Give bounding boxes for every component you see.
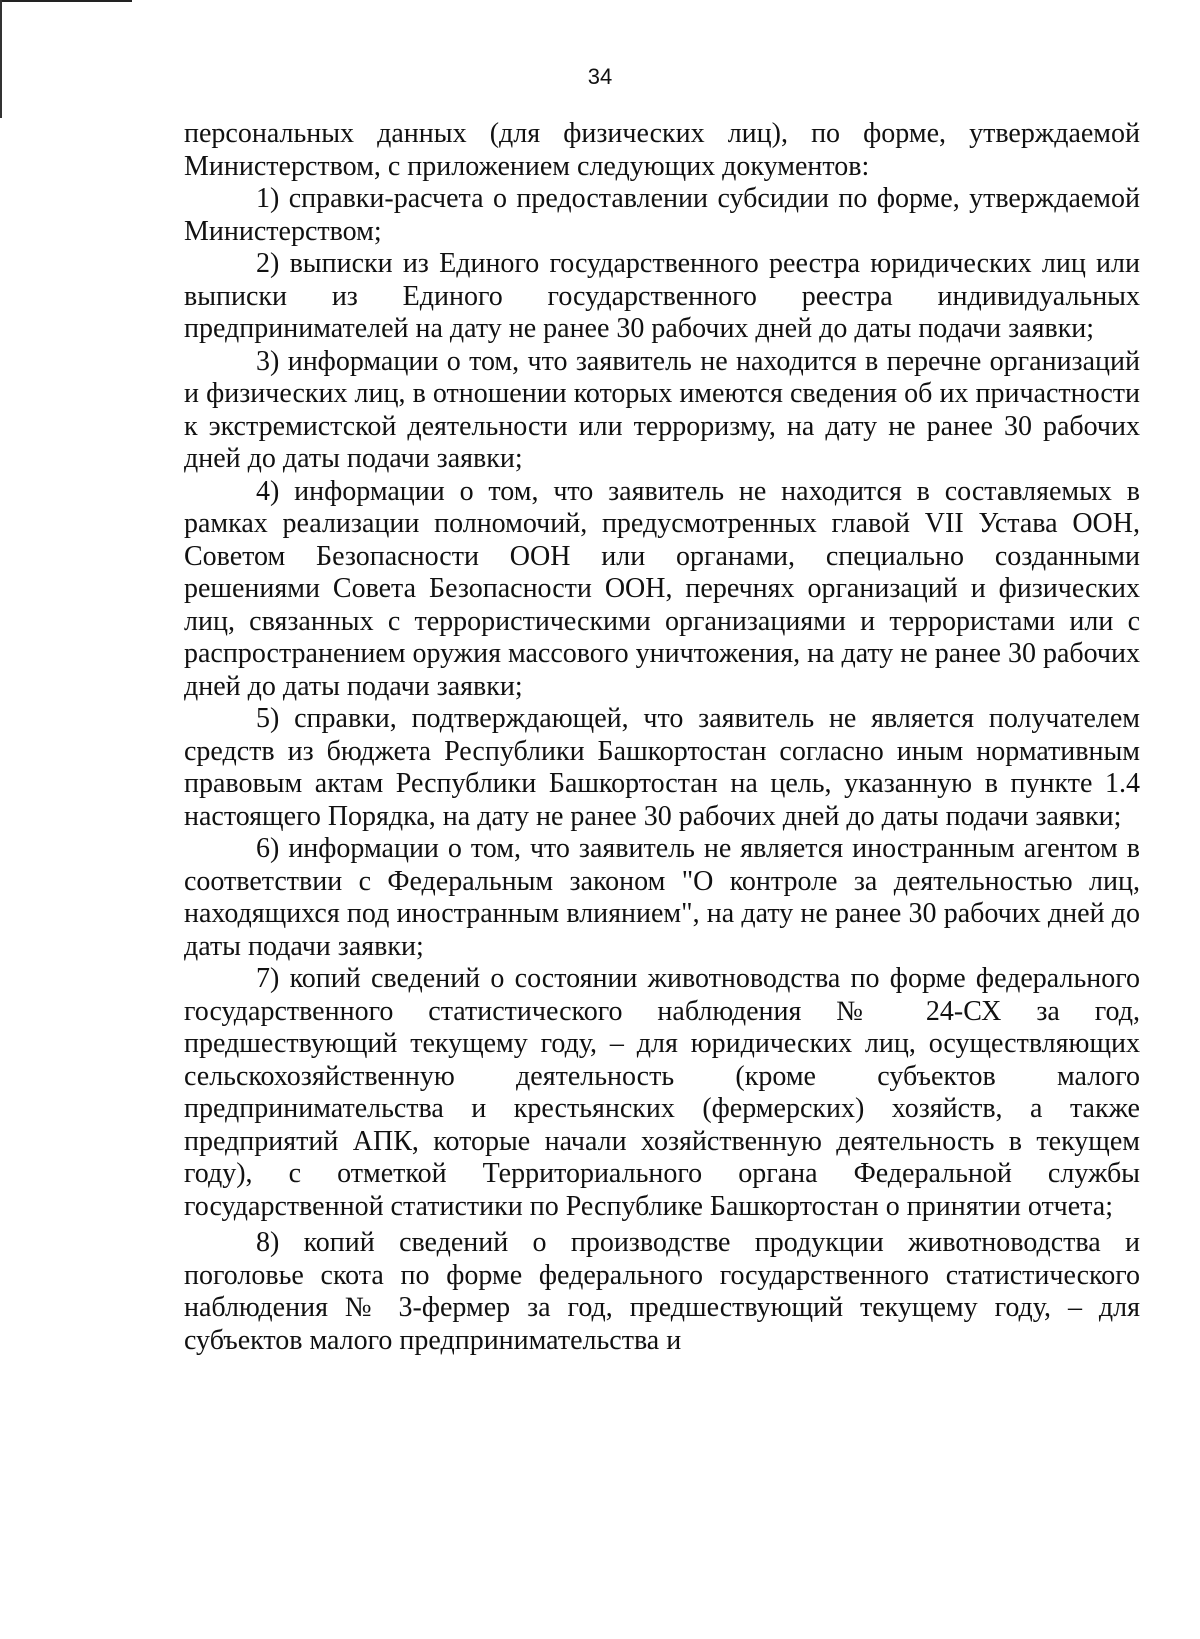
document-body — [184, 118, 1140, 1357]
list-item-8: 8) копий сведений о производстве продукции животноводства и поголовье скота по форме федерального государственного статистического наблюдения № 3-фермер за год, предшествующий текущему году, – для субъектов малого предпринимательства и — [184, 1227, 1140, 1356]
paragraph-intro-continuation: персональных данных (для физических лиц), по форме, утверждаемой Министерством, с приложением следующих документов: — [184, 118, 1140, 182]
list-item-4: 4) информации о том, что заявитель не находится в составляемых в рамках реализации полномочий, предусмотренных главой VII Устава ООН, Советом Безопасности ООН или органами, специально созданными решениями Совета Безопасности ООН, перечнях организаций и физических лиц, связанных с террористическими организациями и террористами или с распространением оружия массового уничтожения, на дату не ранее 30 рабочих дней до даты подачи заявки; — [184, 475, 1140, 702]
list-item-6: 6) информации о том, что заявитель не является иностранным агентом в соответствии с Федеральным законом "О контроле за деятельностью лиц, находящихся под иностранным влиянием", на дату не ранее 30 рабочих дней до даты подачи заявки; — [184, 833, 1140, 962]
scan-edge-mark-vertical — [0, 0, 2, 118]
list-item-5: 5) справки, подтверждающей, что заявитель не является получателем средств из бюджета Республики Башкортостан согласно иным нормативным правовым актам Республики Башкортостан на цель, указанную в пункте 1.4 настоящего Порядка, на дату не ранее 30 рабочих дней до даты подачи заявки; — [184, 703, 1140, 832]
list-item-3: 3) информации о том, что заявитель не находится в перечне организаций и физических лиц, в отношении которых имеются сведения об их причастности к экстремистской деятельности или терроризму, на дату не ранее 30 рабочих дней до даты подачи заявки; — [184, 345, 1140, 474]
scan-edge-mark — [0, 0, 132, 2]
list-item-2: 2) выписки из Единого государственного реестра юридических лиц или выписки из Единого государственного реестра индивидуальных предпринимателей на дату не ранее 30 рабочих дней до даты подачи заявки; — [184, 248, 1140, 344]
page-number: 34 — [587, 64, 613, 89]
list-item-1: 1) справки-расчета о предоставлении субсидии по форме, утверждаемой Министерством; — [184, 183, 1140, 247]
list-item-7: 7) копий сведений о состоянии животноводства по форме федерального государственного статистического наблюдения № 24-СХ за год, предшествующий текущему году, – для юридических лиц, осуществляющих сельскохозяйственную деятельность (кроме субъектов малого предпринимательства и крестьянских (фермерских) хозяйств, а также предприятий АПК, которые начали хозяйственную деятельность в текущем году), с отметкой Территориального органа Федеральной службы государственной статистики по Республике Башкортостан о принятии отчета; — [184, 963, 1140, 1222]
